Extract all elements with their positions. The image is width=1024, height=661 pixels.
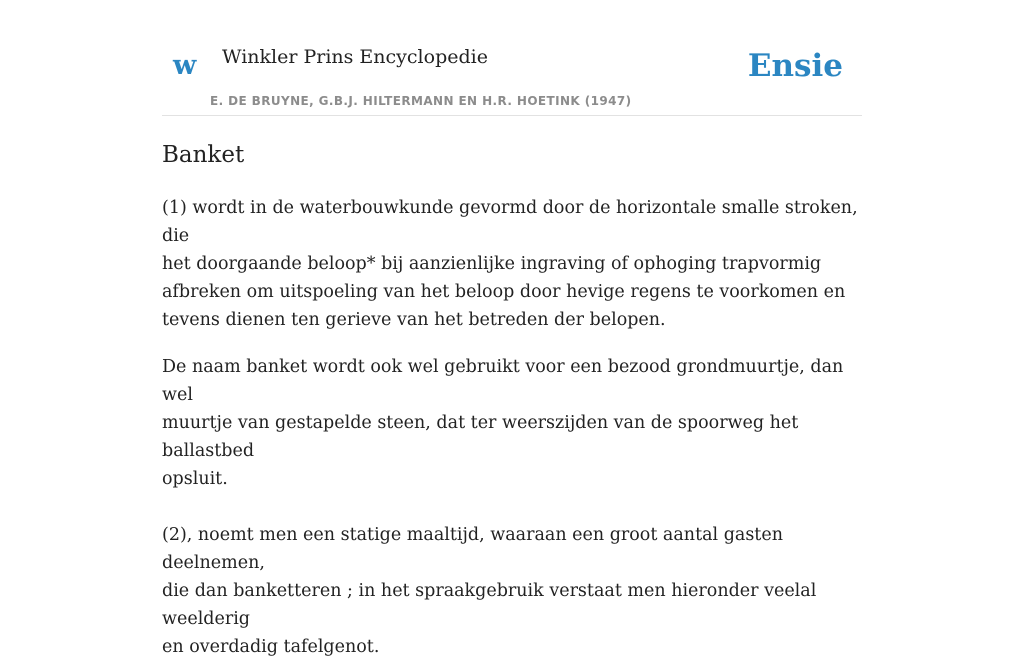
source-logo[interactable]: w — [173, 50, 197, 81]
article — [162, 139, 874, 661]
article-paragraph: (2), noemt men een statige maaltijd, waaraan een groot aantal gasten deelnemen, die dan banketteren ; in het spraakgebruik verstaat men hieronder veelal weelderig en overdadig tafelgenot. — [162, 525, 817, 657]
article-paragraph: De naam banket wordt ook wel gebruikt voor een bezood grondmuurtje, dan wel muurtje van gestapelde steen, dat ter weerszijden van de spoorweg het ballastbed opsluit. — [162, 357, 844, 489]
brand-logo[interactable]: Ensie — [747, 48, 843, 84]
article-paragraph: (1) wordt in de waterbouwkunde gevormd door de horizontale smalle stroken, die het doorgaande beloop* bij aanzienlijke ingraving of ophoging trapvormig afbreken om uitspoeling van het beloop door hevige regens te voorkomen en tevens dienen ten gerieve van het betreden der belopen. — [162, 198, 858, 330]
source-authors: E. DE BRUYNE, G.B.J. HILTERMANN EN H.R. HOETINK (1947) — [210, 94, 632, 108]
header — [162, 0, 862, 116]
article-title: Banket — [162, 142, 245, 168]
source-title[interactable]: Winkler Prins Encyclopedie — [222, 46, 488, 68]
